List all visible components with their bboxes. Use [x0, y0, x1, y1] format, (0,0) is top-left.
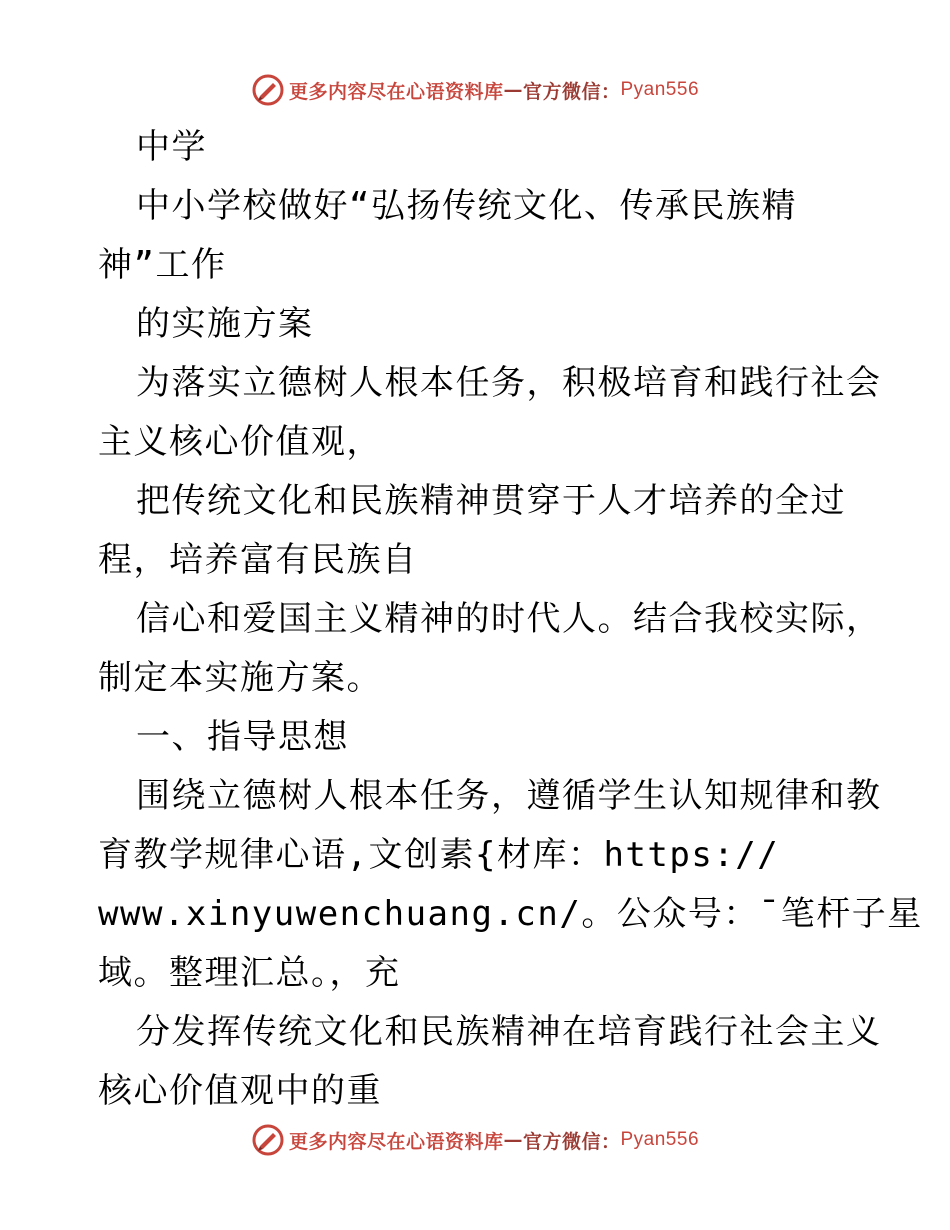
- footer-banner: [0, 1120, 950, 1160]
- doc-line: 育教学规律心语,文创素{材库：https://: [98, 835, 780, 875]
- doc-line: 程，培养富有民族自: [98, 540, 418, 580]
- document-body: [98, 118, 923, 1121]
- doc-line: 一、指导思想: [136, 717, 349, 757]
- banner-wechat-label: 官方微信：: [522, 80, 621, 103]
- banner-wechat-label: 官方微信：: [522, 1130, 621, 1153]
- doc-line: 分发挥传统文化和民族精神在培育践行社会主义: [136, 1012, 882, 1052]
- doc-line: 信心和爱国主义精神的时代人。结合我校实际，: [136, 599, 882, 639]
- doc-line: 主义核心价值观，: [98, 422, 382, 462]
- banner-dash: —: [503, 1129, 523, 1151]
- doc-line: 中小学校做好“弘扬传统文化、传承民族精: [136, 186, 797, 226]
- doc-line: 中学: [136, 127, 207, 167]
- doc-line: 核心价值观中的重: [98, 1071, 382, 1111]
- banner-wechat-id: Pyan556: [620, 79, 700, 100]
- doc-line: 的实施方案: [136, 304, 314, 344]
- doc-line: 域。整理汇总。，充: [98, 953, 401, 993]
- banner-main-text: 更多内容尽在心语资料库: [288, 80, 504, 103]
- doc-line: 神”工作: [98, 245, 227, 285]
- pen-logo-icon: [251, 1123, 285, 1157]
- doc-line: www.xinyuwenchuang.cn/。公众号：¯笔杆子星: [98, 894, 923, 934]
- pen-logo-icon: [251, 73, 285, 107]
- header-banner: [0, 70, 950, 110]
- banner-main-text: 更多内容尽在心语资料库: [288, 1130, 504, 1153]
- doc-line: 制定本实施方案。: [98, 658, 382, 698]
- doc-line: 围绕立德树人根本任务，遵循学生认知规律和教: [136, 776, 882, 816]
- doc-line: 把传统文化和民族精神贯穿于人才培养的全过: [136, 481, 846, 521]
- doc-line: 为落实立德树人根本任务，积极培育和践行社会: [136, 363, 882, 403]
- banner-wechat-id: Pyan556: [620, 1129, 700, 1150]
- banner-dash: —: [503, 79, 523, 101]
